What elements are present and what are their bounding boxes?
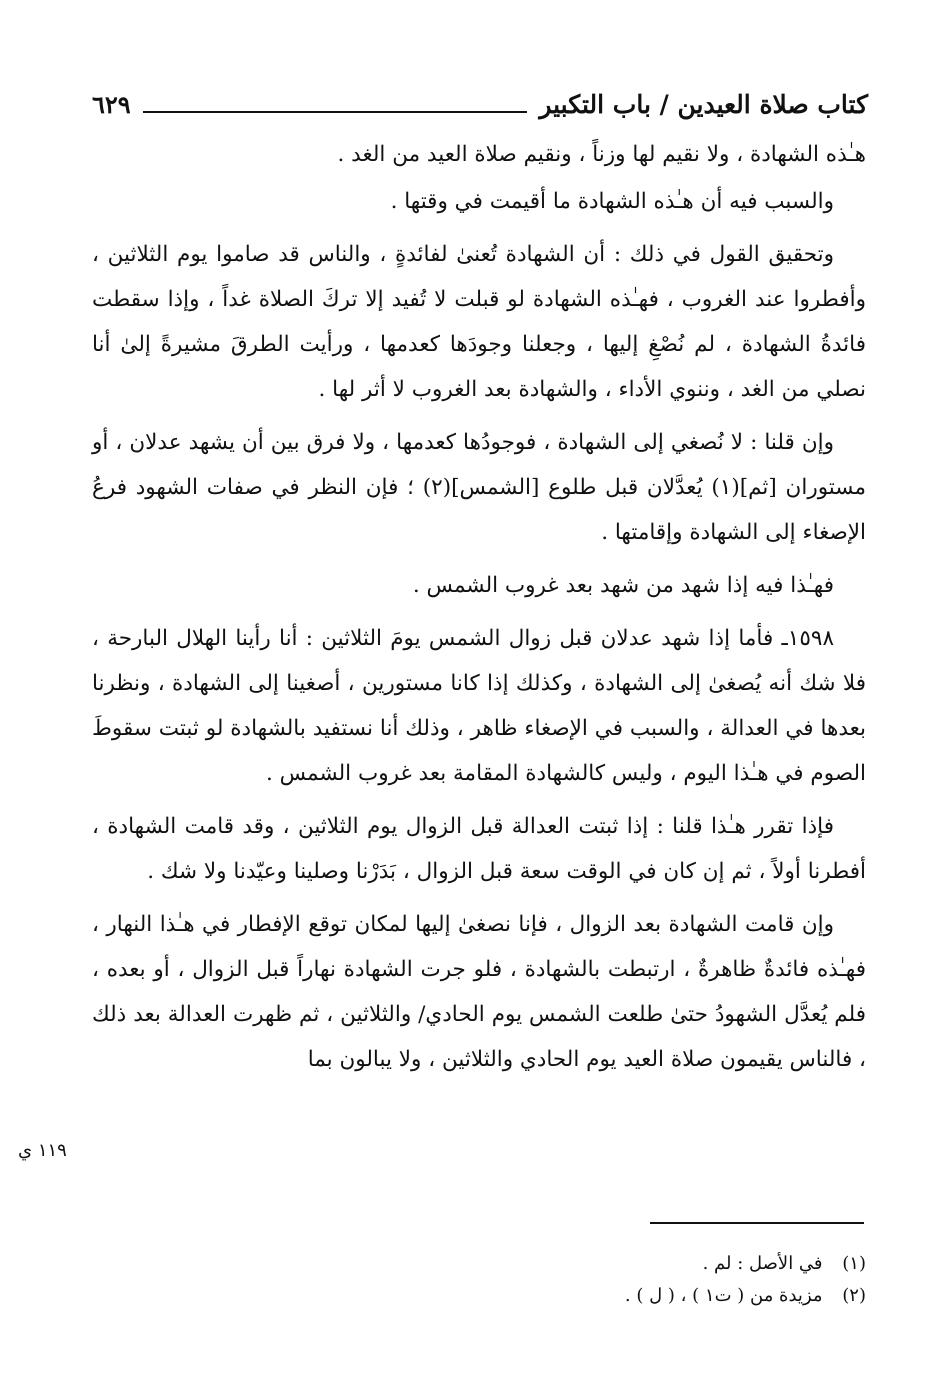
paragraph-3: وتحقيق القول في ذلك : أن الشهادة تُعنىٰ لفائدةٍ ، والناس قد صاموا يوم الثلاثين ، وأفطروا عند الغروب ، فهـٰذه الشهادة لو قبلت لا تُفيد إلا تركَ الصلاة غداً ، وإذا سقطت فائدةُ الشهادة ، لم نُصْغِ إليها ، وجعلنا وجودَها كعدمها ، ورأيت الطرقَ مشيرةً إلىٰ أنا نصلي من الغد ، وننوي الأداء ، والشهادة بعد الغروب لا أثر لها . xyxy=(92,242,866,402)
footnotes xyxy=(300,1248,866,1312)
paragraph-5: فهـٰذا فيه إذا شهد من شهد بعد غروب الشمس . xyxy=(412,573,834,598)
header-title: كتاب صلاة العيدين / باب التكبير xyxy=(539,89,868,119)
paragraph-4: وإن قلنا : لا نُصغي إلى الشهادة ، فوجودُها كعدمها ، ولا فرق بين أن يشهد عدلان ، أو مستوران [ثم](١) يُعدَّلان قبل طلوع [الشمس](٢) ؛ فإن النظر في صفات الشهود فرعُ الإصغاء إلى الشهادة وإقامتها . xyxy=(92,430,866,545)
footnote-text: مزيدة من ( ت١ ) ، ( ل ) . xyxy=(624,1285,823,1306)
paragraph-1: هـٰذه الشهادة ، ولا نقيم لها وزناً ، ونقيم صلاة العيد من الغد . xyxy=(337,142,866,167)
paragraph-6-issue-1598: ١٥٩٨ـ فأما إذا شهد عدلان قبل زوال الشمس يومَ الثلاثين : أنا رأينا الهلال البارحة ، فلا شك أنه يُصغىٰ إلى الشهادة ، وكذلك إذا كانا مستورين ، أصغينا إلى الشهادة ، ونظرنا بعدها في العدالة ، والسبب في الإصغاء ظاهر ، وذلك أنا نستفيد بالشهادة لو ثبتت سقوطَ الصوم في هـٰذا اليوم ، وليس كالشهادة المقامة بعد غروب الشمس . xyxy=(92,626,866,786)
page-number: ٦٢٩ xyxy=(92,89,131,119)
header-rule xyxy=(143,111,528,113)
manuscript-folio-note: ١١٩ ي xyxy=(18,1140,67,1161)
paragraph-8: وإن قامت الشهادة بعد الزوال ، فإنا نصغىٰ إليها لمكان توقع الإفطار في هـٰذا النهار ، فهـٰذه فائدةٌ ظاهرةٌ ، ارتبطت بالشهادة ، فلو جرت الشهادة نهاراً قبل الزوال ، أو بعده ، فلم يُعدَّل الشهودُ حتىٰ طلعت الشمس يوم الحادي/ والثلاثين ، ثم ظهرت العدالة بعد ذلك ، فالناس يقيمون صلاة العيد يوم الحادي والثلاثين ، ولا يبالون بما xyxy=(92,912,866,1072)
footnote-separator xyxy=(650,1222,864,1224)
paragraph-7: فإذا تقرر هـٰذا قلنا : إذا ثبتت العدالة قبل الزوال يوم الثلاثين ، وقد قامت الشهادة ، أفطرنا أولاً ، ثم إن كان في الوقت سعة قبل الزوال ، بَدَرْنا وصلينا وعيّدنا ولا شك . xyxy=(92,814,866,884)
footnote-1 xyxy=(300,1248,866,1280)
footnote-number: (٢) xyxy=(842,1285,866,1306)
paragraph-2: والسبب فيه أن هـٰذه الشهادة ما أقيمت في وقتها . xyxy=(390,189,834,214)
running-header xyxy=(92,84,868,124)
footnote-number: (١) xyxy=(842,1253,866,1274)
main-text xyxy=(92,132,866,1090)
footnote-text: في الأصل : لم . xyxy=(702,1253,823,1274)
footnote-2 xyxy=(300,1280,866,1312)
